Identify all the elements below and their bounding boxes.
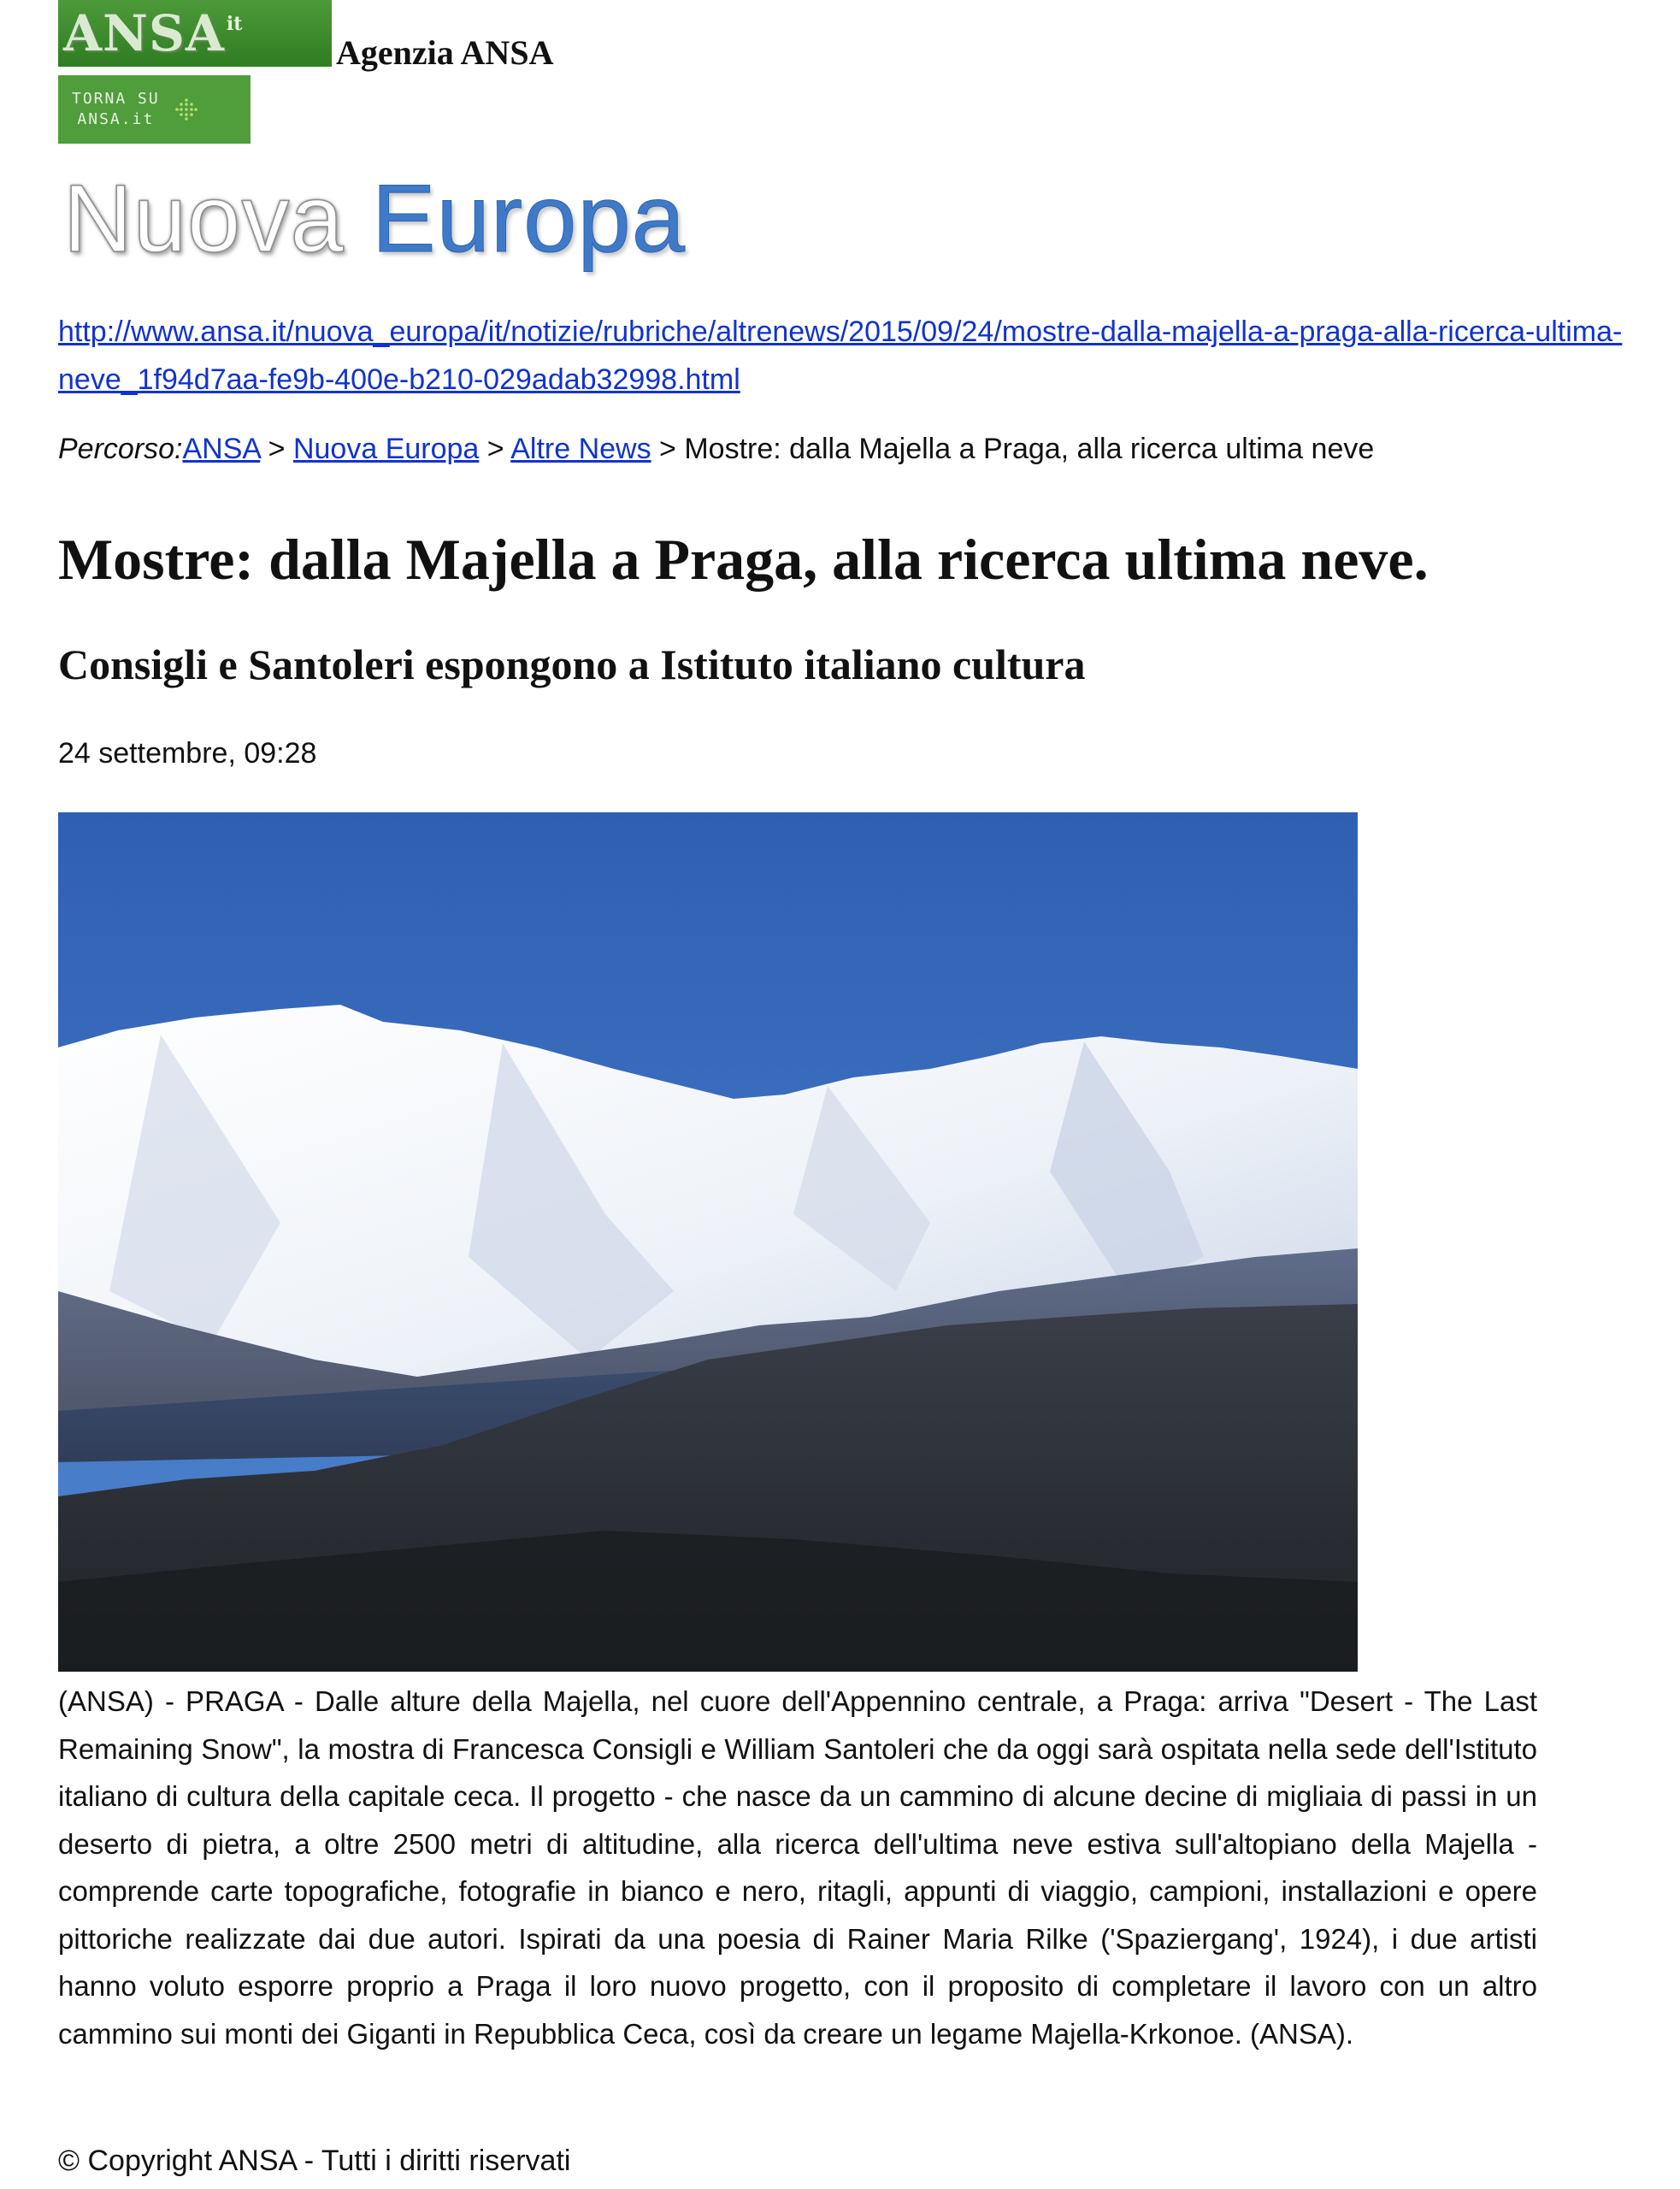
breadcrumb-label: Percorso: [58, 433, 183, 465]
article-url-link[interactable]: http://www.ansa.it/nuova_europa/it/notizie/rubriche/altrenews/2015/09/24/mostre-dalla-majella-a-praga-alla-ricerca-ultima-neve_1f94d7aa-fe9b-400e-b210-029adab32998.html [58, 316, 1623, 396]
breadcrumb [58, 433, 1374, 466]
ansa-logo[interactable] [58, 0, 332, 67]
breadcrumb-link-altre-news[interactable]: Altre News [510, 433, 651, 465]
brand-word-nuova: Nuova [63, 165, 345, 272]
back-to-ansa-line1: TORNA SU [72, 90, 160, 108]
article-body: (ANSA) - PRAGA - Dalle alture della Majella, nel cuore dell'Appennino centrale, a Praga: arriva "Desert - The Last Remaining Snow", la mostra di Francesca Consigli e William Santoleri che da oggi sarà ospitata nella sede dell'Istituto italiano di cultura della capitale ceca. Il progetto - che nasce da un cammino di alcune decine di migliaia di passi in un deserto di pietra, a oltre 2500 metri di altitudine, alla ricerca dell'ultima neve estiva sull'altopiano della Majella - comprende carte topografiche, fotografie in bianco e nero, ritagli, appunti di viaggio, campioni, installazioni e opere pittoriche realizzate dai due autori. Ispirati da una poesia di Rainer Maria Rilke ('Spaziergang', 1924), i due artisti hanno voluto esporre proprio a Praga il loro nuovo progetto, con il proposito di completare il lavoro con un altro cammino sui monti dei Giganti in Repubblica Ceca, così da creare un legame Majella-Krkonoe. (ANSA). [58, 1685, 1537, 2050]
copyright-notice: © Copyright ANSA - Tutti i diritti riservati [58, 2145, 571, 2177]
article-photo [58, 812, 1358, 1672]
breadcrumb-separator: > [651, 433, 685, 465]
back-to-ansa-line2: ANSA.it [77, 110, 155, 128]
breadcrumb-separator: > [260, 433, 293, 465]
brand-word-europa: Europa [371, 165, 687, 272]
logo-suffix: it [226, 13, 243, 35]
back-to-ansa-button[interactable] [58, 75, 251, 144]
agency-name: Agenzia ANSA [336, 33, 554, 72]
back-to-ansa-label [72, 89, 160, 130]
breadcrumb-separator: > [479, 433, 511, 465]
dot-grid-icon [175, 98, 197, 121]
article-subtitle: Consigli e Santoleri espongono a Istituto italiano cultura [58, 640, 1086, 688]
article-title: Mostre: dalla Majella a Praga, alla ricerca ultima neve. [58, 527, 1429, 592]
section-brand [63, 165, 687, 272]
breadcrumb-current: Mostre: dalla Majella a Praga, alla ricerca ultima neve [684, 433, 1375, 465]
logo-text: ANSA [63, 4, 225, 62]
breadcrumb-link-nuova-europa[interactable]: Nuova Europa [292, 433, 480, 465]
article-date: 24 settembre, 09:28 [58, 737, 317, 770]
breadcrumb-link-ansa[interactable]: ANSA [182, 433, 261, 465]
